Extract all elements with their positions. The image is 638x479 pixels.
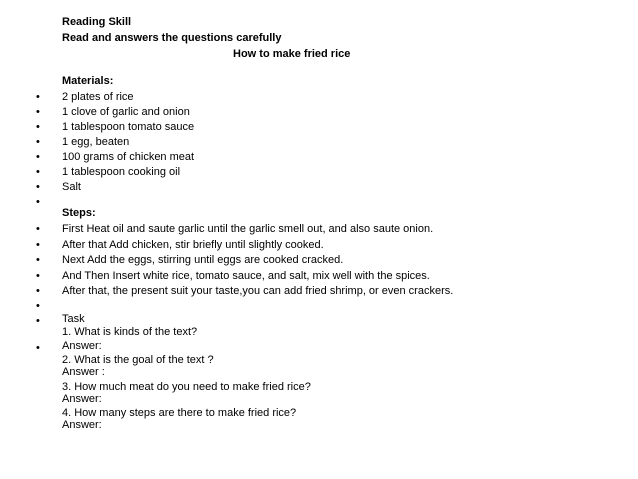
bullet-icon: • [36, 181, 40, 193]
task-label: Task [62, 313, 85, 325]
bullet-icon: • [36, 166, 40, 178]
question-text: 3. How much meat do you need to make fried rice? [62, 381, 311, 393]
step-item: Next Add the eggs, stirring until eggs are cooked cracked. [62, 254, 344, 266]
bullet-icon: • [36, 121, 40, 133]
step-item: After that Add chicken, stir briefly until slightly cooked. [62, 239, 324, 251]
material-item: 100 grams of chicken meat [62, 151, 195, 163]
question-text: 1. What is kinds of the text? [62, 326, 198, 338]
step-item: After that, the present suit your taste,you can add fried shrimp, or even crackers. [62, 285, 454, 297]
bullet-icon: • [36, 106, 40, 118]
answer-label: Answer: [62, 340, 102, 352]
bullet-icon: • [36, 136, 40, 148]
material-item: 1 tablespoon tomato sauce [62, 121, 195, 133]
material-item: 1 clove of garlic and onion [62, 106, 190, 118]
bullet-icon: • [36, 270, 40, 282]
material-item: Salt [62, 181, 81, 193]
material-item: 1 egg, beaten [62, 136, 130, 148]
answer-label: Answer: [62, 393, 102, 405]
bullet-icon: • [36, 239, 40, 251]
steps-heading: Steps: [62, 207, 96, 219]
step-item: First Heat oil and saute garlic until the garlic smell out, and also saute onion. [62, 223, 434, 235]
bullet-icon: • [36, 196, 40, 208]
question-text: 4. How many steps are there to make fried rice? [62, 407, 297, 419]
question-text: 2. What is the goal of the text ? [62, 354, 214, 366]
bullet-icon: • [36, 342, 40, 354]
answer-label: Answer: [62, 419, 102, 431]
bullet-icon: • [36, 151, 40, 163]
bullet-icon: • [36, 300, 40, 312]
bullet-icon: • [36, 91, 40, 103]
bullet-icon: • [36, 223, 40, 235]
materials-heading: Materials: [62, 75, 114, 87]
material-item: 2 plates of rice [62, 91, 134, 103]
bullet-icon: • [36, 254, 40, 266]
answer-label: Answer : [62, 366, 105, 378]
instruction-text: Read and answers the questions carefully [62, 32, 282, 44]
page-title: Reading Skill [62, 16, 132, 28]
text-subtitle: How to make fried rice [233, 48, 351, 60]
step-item: And Then Insert white rice, tomato sauce, and salt, mix well with the spices. [62, 270, 430, 282]
bullet-icon: • [36, 315, 40, 327]
bullet-icon: • [36, 285, 40, 297]
material-item: 1 tablespoon cooking oil [62, 166, 181, 178]
